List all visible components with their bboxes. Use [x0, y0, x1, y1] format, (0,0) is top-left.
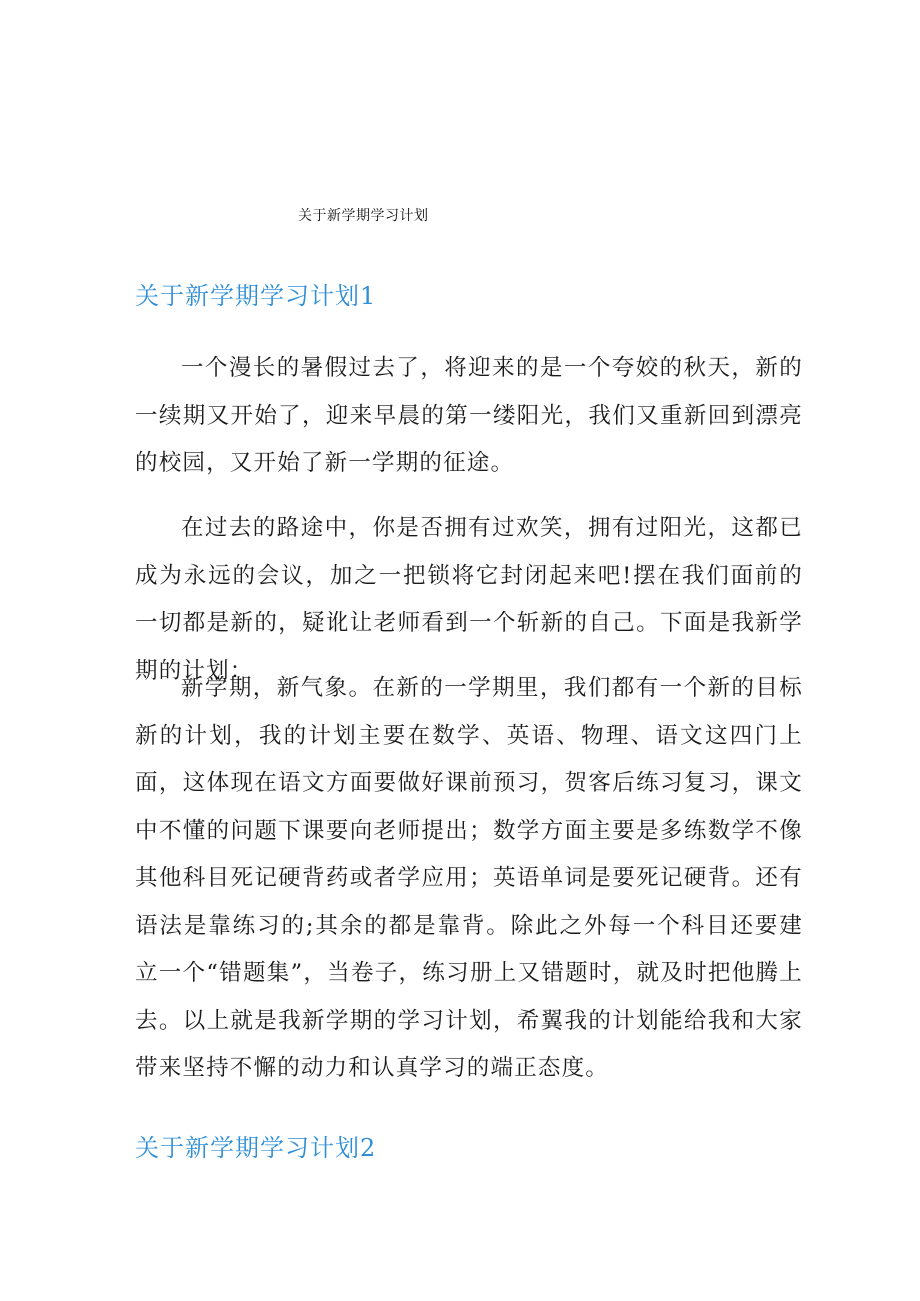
paragraph-1: 一个漫长的暑假过去了，将迎来的是一个夸姣的秋天，新的一续期又开始了，迎来早晨的第一缕阳光，我们又重新回到漂亮的校园，又开始了新一学期的征途。 — [135, 355, 803, 476]
paragraph-2: 在过去的路途中，你是否拥有过欢笑，拥有过阳光，这都已成为永远的会议，加之一把锁将它封闭起来吧!摆在我们面前的一切都是新的，疑讹让老师看到一个斩新的自己。下面是我新学期的计划： — [135, 515, 803, 684]
section-heading-2: 关于新学期学习计划2 — [135, 1134, 377, 1162]
section-heading-1: 关于新学期学习计划1 — [135, 282, 377, 310]
paragraph-3: 新学期，新气象。在新的一学期里，我们都有一个新的目标新的计划，我的计划主要在数学、英语、物理、语文这四门上面，这体现在语文方面要做好课前预习，贺客后练习复习，课文中不懂的问题下课要向老师提出；数学方面主要是多练数学不像其他科目死记硬背药或者学应用；英语单词是要死记硬背。还有语法是靠练习的;其余的都是靠背。除此之外每一个科目还要建立一个“错题集”，当卷子，练习册上又错题时，就及时把他腾上去。以上就是我新学期的学习计划，希翼我的计划能给我和大家带来坚持不懈的动力和认真学习的端正态度。 — [135, 675, 803, 1081]
document-title: 关于新学期学习计划 — [298, 208, 429, 224]
